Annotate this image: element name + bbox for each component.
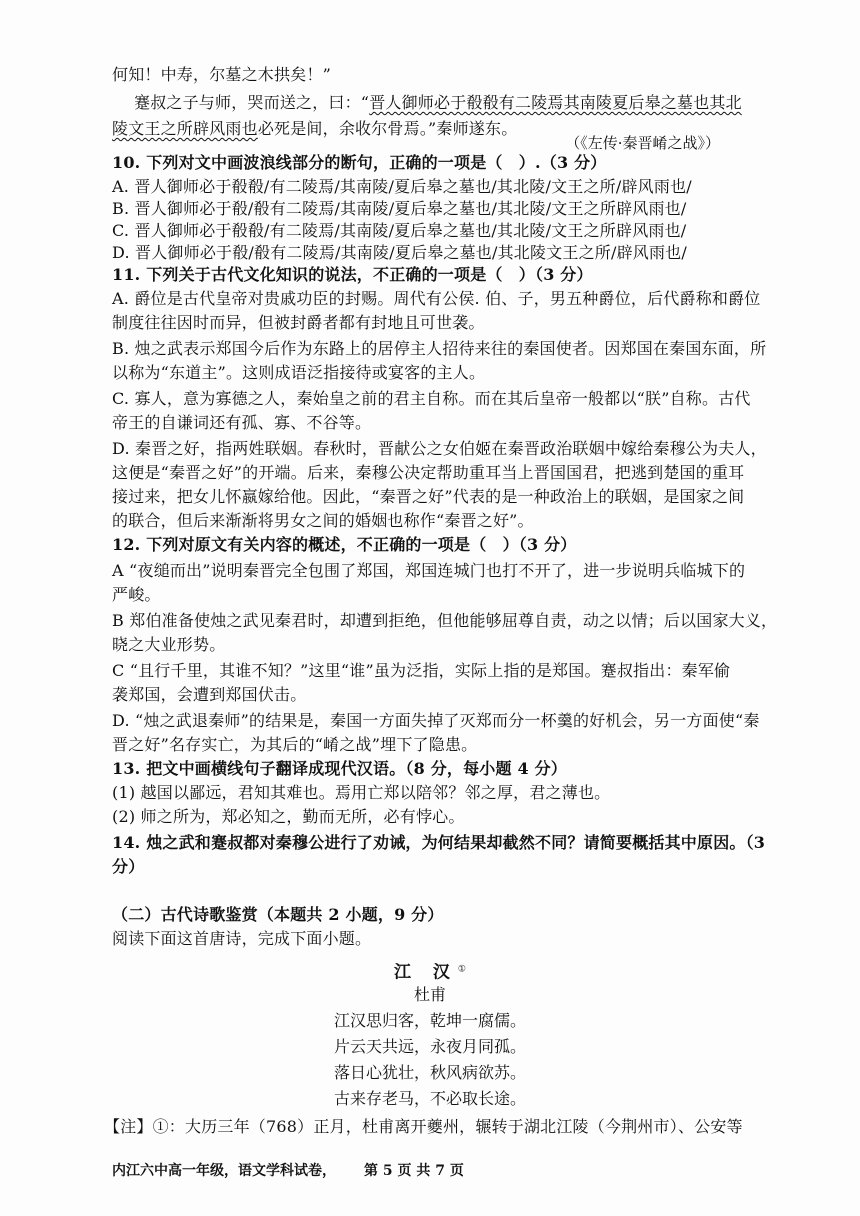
q11-stem: 11. 下列关于古代文化知识的说法，不正确的一项是（ ）（3 分） <box>112 265 593 284</box>
passage-line-3 <box>112 118 517 140</box>
wavy-underlined-text: 晋人御师必于殽殽有二陵焉其南陵夏后皋之墓也其北 <box>369 93 742 112</box>
poem-line: 片云天共远，永夜月同孤。 <box>333 1037 526 1056</box>
q11-line: 的联合，但后来渐渐将男女之间的婚姻也称作“秦晋之好”。 <box>112 511 534 530</box>
poem-title <box>0 958 860 984</box>
poem-line: 古来存老马，不必取长途。 <box>333 1089 526 1108</box>
q11-line: 这便是“秦晋之好”的开端。后来，秦穆公决定帮助重耳当上晋国国君，把逃到楚国的重耳 <box>112 463 745 482</box>
q13-item-2: (2) 师之所为，郑必知之，勤而无所，必有悖心。 <box>112 807 465 826</box>
q10-stem: 10. 下列对文中画波浪线部分的断句，正确的一项是（ ）.（3 分） <box>112 153 607 172</box>
q12-line: 晋之好”名存实亡，为其后的“崤之战”埋下了隐患。 <box>112 735 478 754</box>
passage-source: （《左传·秦晋崤之战》） <box>565 134 720 152</box>
q12-line: C “且行千里，其谁不知？”这里“谁”虽为泛指，实际上指的是郑国。蹇叔指出：秦军偷 <box>112 661 731 680</box>
q11-line: A. 爵位是古代皇帝对贵戚功臣的封赐。周代有公侯. 伯、子，男五种爵位，后代爵称和爵位 <box>112 289 761 308</box>
q11-line: 接过来，把女儿怀嬴嫁给他。因此，“秦晋之好”代表的是一种政治上的联姻，是国家之间 <box>112 487 745 506</box>
q12-line: 严峻。 <box>112 585 161 604</box>
q10-option-d: D. 晋人御师必于殽/殽有二陵焉/其南陵/夏后皋之墓也/其北陵文王之所/辟风雨也/ <box>112 243 687 262</box>
q11-line: 以称为“东道主”。这则成语泛指接待或宴客的主人。 <box>112 363 486 382</box>
poem-annotation: 【注】①：大历三年（768）正月，杜甫离开夔州，辗转于湖北江陵（今荆州市）、公安等 <box>104 1117 743 1136</box>
poem-title-text: 江 汉 <box>394 962 458 983</box>
q10-option-a: A. 晋人御师必于殽殽/有二陵焉/其南陵/夏后皋之墓也/其北陵/文王之所/辟风雨也/ <box>112 177 692 196</box>
page-footer <box>112 1160 464 1180</box>
q14-line-1: 14. 烛之武和蹇叔都对秦穆公进行了劝诫，为何结果却截然不同？请简要概括其中原因。（3 <box>112 833 766 852</box>
footer-school: 内江六中高一年级，语文学科试卷， <box>112 1163 336 1179</box>
poem-line: 落日心犹壮，秋风病欲苏。 <box>333 1063 526 1082</box>
q10-option-c: C. 晋人御师必于殽殽/有二陵焉/其南陵/夏后皋之墓也/其北陵/文王之所辟风雨也/ <box>112 221 687 240</box>
q12-line: A “夜缒而出”说明秦晋完全包围了郑国，郑国连城门也打不开了，进一步说明兵临城下的 <box>112 561 746 580</box>
section-instruction: 阅读下面这首唐诗，完成下面小题。 <box>112 929 372 948</box>
poem-note-mark: ① <box>457 964 466 974</box>
passage-line-2 <box>134 92 742 114</box>
q12-line: B 郑伯准备使烛之武见秦君时，却遭到拒绝，但他能够屈尊自责，动之以情；后以国家大义， <box>112 611 778 630</box>
q11-line: C. 寡人，意为寡德之人，秦始皇之前的君主自称。而在其后皇帝一般都以“朕”自称。古代 <box>112 389 751 408</box>
q13-stem: 13. 把文中画横线句子翻译成现代汉语。（8 分，每小题 4 分） <box>112 759 567 778</box>
page-number: 第 5 页 共 7 页 <box>364 1163 464 1179</box>
wavy-underlined-text-cont: 陵文王之所辟风雨也 <box>112 119 258 138</box>
q11-line: 制度往往因时而异，但被封爵者都有封地且可世袭。 <box>112 313 485 332</box>
q10-option-b: B. 晋人御师必于殽/殽有二陵焉/其南陵/夏后皋之墓也/其北陵/文王之所辟风雨也/ <box>112 199 687 218</box>
poem-line: 江汉思归客，乾坤一腐儒。 <box>333 1011 526 1030</box>
q12-line: 袭郑国，会遭到郑国伏击。 <box>112 685 307 704</box>
poem-author: 杜甫 <box>413 985 446 1004</box>
q13-item-1: (1) 越国以鄙远，君知其难也。焉用亡郑以陪邻？邻之厚，君之薄也。 <box>112 783 611 802</box>
passage-line-2-pre: 蹇叔之子与师，哭而送之，曰：“ <box>134 93 370 112</box>
q12-stem: 12. 下列对原文有关内容的概述，不正确的一项是（ ）（3 分） <box>112 535 577 554</box>
q12-line: 晓之大业形势。 <box>112 635 226 654</box>
section-heading: （二）古代诗歌鉴赏（本题共 2 小题，9 分） <box>112 905 444 924</box>
q11-line: 帝王的自谦词还有孤、寡、不谷等。 <box>112 413 372 432</box>
passage-line-3-post: 必死是间，余收尔骨焉。”秦师遂东。 <box>257 119 518 138</box>
q11-line: B. 烛之武表示郑国今后作为东路上的居停主人招待来往的秦国使者。因郑国在秦国东面，所 <box>112 339 767 358</box>
q12-line: D. “烛之武退秦师”的结果是，秦国一方面失掉了灭郑而分一杯羹的好机会，另一方面使“秦 <box>112 711 760 730</box>
passage-line-1: 何知！中寿，尔墓之木拱矣！” <box>112 65 331 84</box>
q11-line: D. 秦晋之好，指两姓联姻。春秋时，晋献公之女伯姬在秦晋政治联姻中嫁给秦穆公为夫人， <box>112 439 767 458</box>
q14-line-2: 分） <box>112 857 145 876</box>
